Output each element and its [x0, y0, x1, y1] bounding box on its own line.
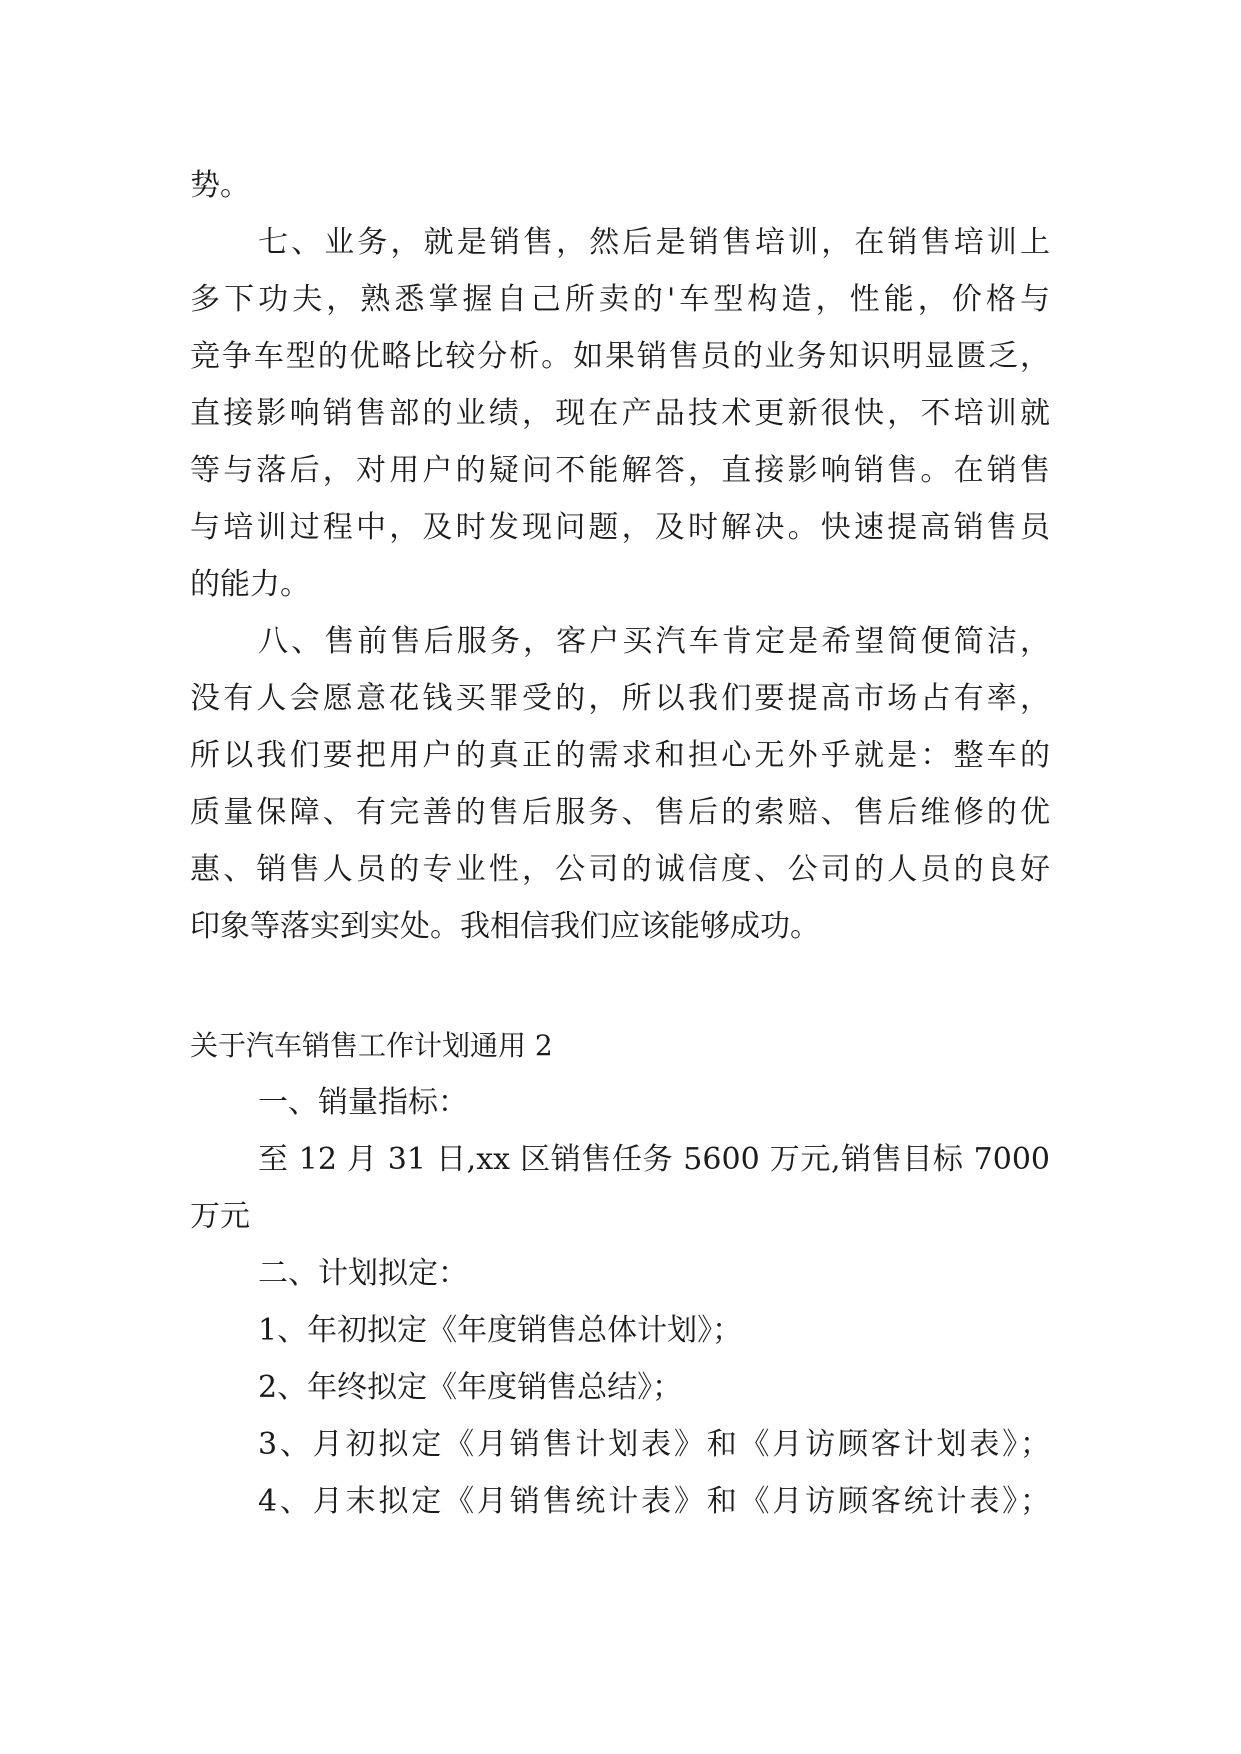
text-line: 竞争车型的优略比较分析。如果销售员的业务知识明显匮乏， — [190, 339, 1050, 374]
text-line: 质量保障、有完善的售后服务、售后的索赔、售后维修的优 — [190, 795, 1050, 830]
plan-list-item — [190, 1302, 1050, 1359]
text-line: 至 12 月 31 日,xx 区销售任务 5600 万元,销售目标 7000 — [258, 1142, 1050, 1177]
text-line: 万元 — [190, 1199, 250, 1234]
plan-item-sales-target-title — [190, 1074, 1050, 1131]
plan-list-item — [190, 1359, 1050, 1416]
document-body — [190, 157, 1050, 1530]
text-line: 与培训过程中，及时发现问题，及时解决。快速提高销售员 — [190, 510, 1050, 545]
text-line: 惠、销售人员的专业性，公司的诚信度、公司的人员的良好 — [190, 852, 1050, 887]
text-line: 一、销量指标： — [258, 1085, 468, 1120]
text-line: 七、业务，就是销售，然后是销售培训，在销售培训上 — [258, 225, 1050, 260]
plan-list-item — [190, 1416, 1050, 1473]
text-line: 势。 — [190, 168, 250, 203]
paragraph-section-seven — [190, 214, 1050, 613]
text-line: 直接影响销售部的业绩，现在产品技术更新很快，不培训就 — [190, 396, 1050, 431]
text-line: 4、月末拟定《月销售统计表》和《月访顾客统计表》； — [258, 1484, 1050, 1519]
plan-item-sales-target — [190, 1131, 1050, 1245]
plan-list-item — [190, 1473, 1050, 1530]
text-line: 多下功夫，熟悉掌握自己所卖的'车型构造，性能，价格与 — [190, 282, 1050, 317]
text-line: 所以我们要把用户的真正的需求和担心无外乎就是：整车的 — [190, 738, 1050, 773]
text-line: 等与落后，对用户的疑问不能解答，直接影响销售。在销售 — [190, 453, 1050, 488]
text-line: 3、月初拟定《月销售计划表》和《月访顾客计划表》； — [258, 1427, 1050, 1462]
text-line: 二、计划拟定： — [258, 1256, 468, 1291]
text-line: 1、年初拟定《年度销售总体计划》； — [258, 1313, 743, 1348]
paragraph-fragment — [190, 157, 1050, 214]
plan-item-planning-title — [190, 1245, 1050, 1302]
spacer — [190, 955, 1050, 1017]
text-line: 没有人会愿意花钱买罪受的，所以我们要提高市场占有率， — [190, 681, 1050, 716]
text-line: 2、年终拟定《年度销售总结》； — [258, 1370, 683, 1405]
paragraph-section-eight — [190, 613, 1050, 955]
text-line: 的能力。 — [190, 567, 310, 602]
section-heading: 关于汽车销售工作计划通用 2 — [190, 1029, 553, 1062]
text-line: 八、售前售后服务，客户买汽车肯定是希望简便简洁， — [258, 624, 1050, 659]
text-line: 印象等落实到实处。我相信我们应该能够成功。 — [190, 909, 820, 944]
